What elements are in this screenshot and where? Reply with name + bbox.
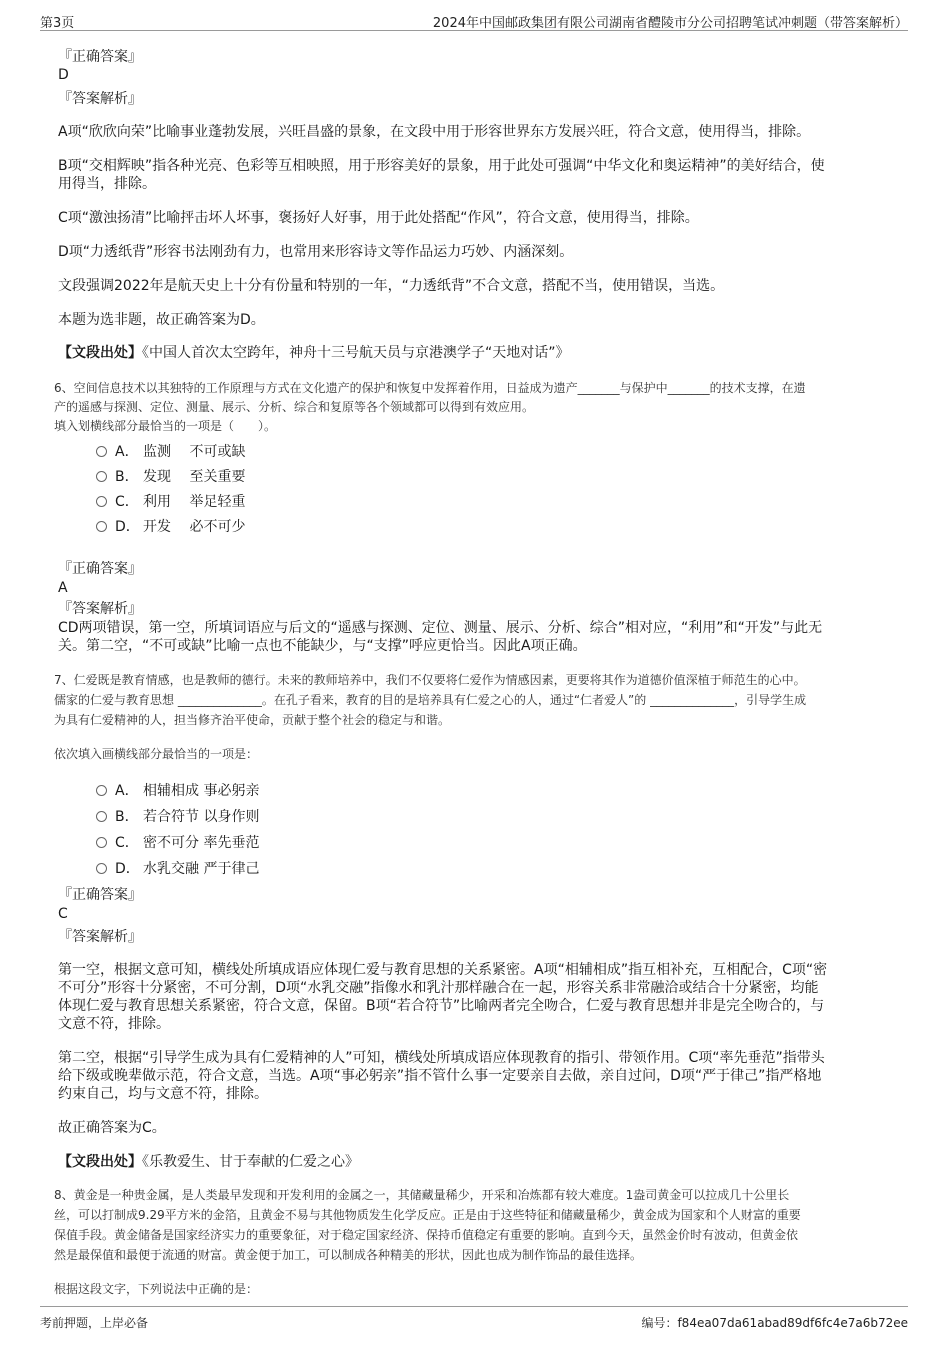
page-number: 第3页 — [40, 16, 75, 31]
analysis-line: A项“欣欣向荣”比喻事业蓬勃发展，兴旺昌盛的景象，在文段中用于形容世界东方发展兴旺，符合文意，使用得当，排除。 — [58, 124, 811, 140]
radio-icon[interactable] — [96, 811, 107, 822]
question-8-prompt: 根据这段文字，下列说法中正确的是： — [54, 1282, 259, 1296]
radio-icon[interactable] — [96, 785, 107, 796]
source-title: 《乐教爱生、甘于奉献的仁爱之心》 — [142, 1154, 359, 1170]
analysis-line: D项“力透纸背”形容书法刚劲有力，也常用来形容诗文等作品运力巧妙、内涵深刻。 — [58, 244, 574, 260]
question-7-prompt: 依次填入画横线部分最恰当的一项是： — [54, 747, 259, 761]
source-line — [58, 1153, 359, 1171]
source-line — [58, 344, 570, 362]
analysis-line: 体现仁爱与教育思想关系紧密，符合文意，保留。B项“若合符节”比喻两者完全吻合，仁爱与教育思想并非是完全吻合的，与 — [58, 998, 825, 1014]
option-c[interactable]: C． 利用 举足轻重 — [96, 493, 245, 511]
answer-label: 『正确答案』 — [58, 561, 142, 577]
question-6-text: 产的遥感与探测、定位、测量、展示、分析、综合和复原等各个领域都可以得到有效应用。 — [54, 400, 535, 414]
source-title: 《中国人首次太空跨年，神舟十三号航天员与京港澳学子“天地对话”》 — [142, 345, 570, 361]
question-8-text: 然是最保值和最便于流通的财富。黄金便于加工，可以制成各种精美的形状，因此也成为制作饰品的最佳选择。 — [54, 1248, 643, 1262]
question-8-text: 保值手段。黄金储备是国家经济实力的重要象征，对于稳定国家经济、保持币值稳定有重要的影响。直到今天，虽然金价时有波动，但黄金依 — [54, 1228, 799, 1242]
option-a[interactable]: A． 监测 不可或缺 — [96, 443, 245, 461]
page-footer — [40, 1306, 908, 1331]
question-6-prompt: 填入划横线部分最恰当的一项是（ ）。 — [54, 419, 277, 433]
question-7-text: 为具有仁爱精神的人，担当修齐治平使命，贡献于整个社会的稳定与和谐。 — [54, 713, 451, 727]
conclusion: 故正确答案为C。 — [58, 1120, 166, 1136]
question-8-text: 8、黄金是一种贵金属，是人类最早发现和开发利用的金属之一，其储藏量稀少，开采和冶炼都有较大难度。1盎司黄金可以拉成几十公里长 — [54, 1188, 790, 1202]
question-7-text: 儒家的仁爱与教育思想 ______________。在孔子看来，教育的目的是培养具有仁爱之心的人，通过“仁者爱人”的 ______________，引导学生成 — [54, 693, 807, 707]
analysis-line: 第一空，根据文意可知，横线处所填成语应体现仁爱与教育思想的关系紧密。A项“相辅相成”指互相补充，互相配合，C项“密 — [58, 962, 828, 978]
analysis-label: 『答案解析』 — [58, 91, 142, 107]
analysis-line: C项“激浊扬清”比喻抨击坏人坏事，褒扬好人好事，用于此处搭配“作风”，符合文意，使用得当，排除。 — [58, 210, 699, 226]
answer-value: A — [58, 580, 68, 596]
answer-label: 『正确答案』 — [58, 887, 142, 903]
radio-icon[interactable] — [96, 837, 107, 848]
option-d[interactable]: D． 开发 必不可少 — [96, 518, 245, 536]
option-c[interactable]: C． 密不可分 率先垂范 — [96, 834, 259, 852]
answer-label: 『正确答案』 — [58, 49, 142, 65]
option-d[interactable]: D． 水乳交融 严于律己 — [96, 860, 259, 878]
option-a[interactable]: A． 相辅相成 事必躬亲 — [96, 782, 259, 800]
option-b[interactable]: B． 发现 至关重要 — [96, 468, 245, 486]
radio-icon[interactable] — [96, 471, 107, 482]
analysis-line: B项“交相辉映”指各种光亮、色彩等互相映照，用于形容美好的景象，用于此处可强调“中华文化和奥运精神”的美好结合，使 — [58, 158, 825, 174]
analysis-line: 文段强调2022年是航天史上十分有份量和特别的一年，“力透纸背”不合文意，搭配不当，使用错误，当选。 — [58, 278, 725, 294]
answer-value: D — [58, 67, 69, 83]
answer-value: C — [58, 906, 68, 922]
analysis-line: 本题为选非题，故正确答案为D。 — [58, 312, 265, 328]
option-b[interactable]: B． 若合符节 以身作则 — [96, 808, 259, 826]
source-label: 【文段出处】 — [58, 345, 142, 361]
analysis-label: 『答案解析』 — [58, 601, 142, 617]
analysis-line: 不可分”形容十分紧密，不可分割，D项“水乳交融”指像水和乳汁那样融合在一起，形容关系非常融洽或结合十分紧密，均能 — [58, 980, 819, 996]
page-header — [40, 10, 908, 31]
radio-icon[interactable] — [96, 496, 107, 507]
analysis-line: 文意不符，排除。 — [58, 1016, 170, 1032]
document-code: 编号：f84ea07da61abad89df6fc4e7a6b72ee — [641, 1316, 908, 1330]
radio-icon[interactable] — [96, 521, 107, 532]
radio-icon[interactable] — [96, 446, 107, 457]
footer-slogan: 考前押题，上岸必备 — [40, 1316, 149, 1330]
analysis-line: 约束自己，均与文意不符，排除。 — [58, 1086, 268, 1102]
source-label: 【文段出处】 — [58, 1154, 142, 1170]
analysis-line: 关。第二空，“不可或缺”比喻一点也不能缺少，与“支撑”呼应更恰当。因此A项正确。 — [58, 638, 587, 654]
analysis-line: 用得当，排除。 — [58, 176, 156, 192]
analysis-line: 给下级或晚辈做示范，符合文意，当选。A项“事必躬亲”指不管什么事一定要亲自去做，亲自过问，D项“严于律己”指严格地 — [58, 1068, 822, 1084]
analysis-label: 『答案解析』 — [58, 929, 142, 945]
document-title: 2024年中国邮政集团有限公司湖南省醴陵市分公司招聘笔试冲刺题（带答案解析） — [432, 16, 908, 31]
analysis-line: 第二空，根据“引导学生成为具有仁爱精神的人”可知，横线处所填成语应体现教育的指引、带领作用。C项“率先垂范”指带头 — [58, 1050, 825, 1066]
question-7-text: 7、仁爱既是教育情感，也是教师的德行。未来的教师培养中，我们不仅要将仁爱作为情感因素，更要将其作为道德价值深植于师范生的心中。 — [54, 673, 806, 687]
question-8-text: 丝，可以打制成9.29平方米的金箔，且黄金不易与其他物质发生化学反应。正是由于这些特征和储藏量稀少，黄金成为国家和个人财富的重要 — [54, 1208, 801, 1222]
radio-icon[interactable] — [96, 863, 107, 874]
question-6-text: 6、空间信息技术以其独特的工作原理与方式在文化遗产的保护和恢复中发挥着作用，日益成为遗产_______与保护中_______的技术支撑，在遗 — [54, 381, 806, 395]
analysis-line: CD两项错误，第一空，所填词语应与后文的“遥感与探测、定位、测量、展示、分析、综合”相对应，“利用”和“开发”与此无 — [58, 620, 823, 636]
